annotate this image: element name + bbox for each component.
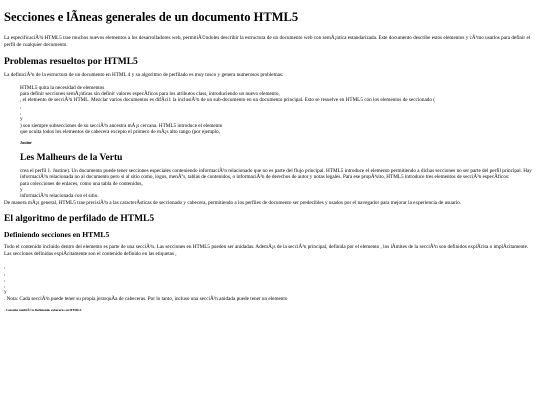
block-line: y	[20, 186, 23, 193]
page-title: Secciones e lÃneas generales de un documento HTML5	[4, 10, 299, 24]
block-line: informaciÃ³n relacionada con el sitio.	[20, 193, 99, 200]
section-heading-problems: Problemas resueltos por HTML5	[4, 56, 138, 67]
heading-malheurs: Les Malheurs de la Vertu	[20, 153, 123, 164]
list-item: ,	[4, 283, 6, 290]
section-paragraph-problems: La definiciÃ³n de la estructura de un documento en HTML 4 y su algoritmo de perfilado es muy tosco y genera numerosos problemas:	[4, 71, 284, 78]
list-item: y	[4, 289, 7, 296]
block-line: ,	[20, 109, 22, 116]
block-line: ) son siempre subsecciones de su secciÃ³n ancestra mÃ¡s cercana. HTML5 introduce el elemento	[20, 122, 223, 129]
intro-paragraph: La especificaciÃ³n HTML5 trae muchos nuevos elementos a los desarrolladores web, permitiÃ©ndoles describir la estructura de un documento web con semÃ¡ntica estandarizada. Este documento describe estos elementos y cÃ³mo usarlos para definir el perfil de cualquier documento.	[4, 35, 531, 48]
vertu-block	[20, 153, 536, 199]
algorithm-paragraph: Todo el contenido incluido dentro del elemento es parte de una secciÃ³n. Las secciones en HTML5 pueden ser anidadas. AdemÃ¡s de la secciÃ³n principal, definida por el elemento , los lÃmites de la secciÃ³n son definidos explÃcita o implÃcitamente. Las secciones definidas explÃcitamente son el contenido definido en las etiquetas ,	[4, 244, 529, 258]
block-line: para definir secciones semÃ¡nticas sin definir valores especÃficos para los atributos class, introduciendo un nuevo elemento,	[20, 91, 280, 98]
tiny-heading-justine: Justine	[20, 141, 32, 146]
block-line: , el elemento de secciÃ³n HTML. Mezclar varios documentos es difÃcil: la inclusiÃ³n de un sub-documento en un documento principal. Esto se resuelve en HTML5 con los elementos de seccionado (	[20, 97, 435, 104]
list-item: ,	[4, 276, 6, 283]
block-line: que oculta todos los elementos de cabecera excepto el primero de mÃ¡s alto rango (por ejemplo,	[20, 128, 220, 135]
sections-list	[4, 264, 536, 302]
block-line: crea el perfil 1. Justine). Un documento puede tener secciones especiales conteniendo informaciÃ³n relacionado que no es parte del flujo principal. HTML5 introduce el elemento permitiendo a dichas secciones no ser parte del perfil principal. Hay informaciÃ³n relacionada no al documento pero si al sitio como, logos, menÃºs, tablas de contenidos, o informaciÃ³n de derechos de autor y notas legales. Para ese propÃ³sito, HTML5 introduce tres elementos de secciÃ³n especÃficos:	[20, 168, 532, 181]
block-line: ,	[20, 103, 22, 110]
block-line: HTML5 quita la necesidad de elementos	[20, 84, 105, 91]
list-item: ,	[4, 264, 6, 271]
section-heading-algorithm: El algoritmo de perfilado de HTML5	[4, 214, 155, 225]
block-line: para colecciones de enlaces, como una tabla de contenidos,	[20, 180, 143, 187]
closing-paragraph: De manera mÃ¡s general, HTML5 trae precisiÃ³n a las caracterÃsticas de seccionado y cabecera, permitiendo a los perfiles de documento ser predecibles y usados por el navegador para mejorar la experiencia de usuario.	[4, 199, 462, 206]
problems-block	[20, 85, 536, 135]
list-item: ,	[4, 270, 6, 277]
block-line: y	[20, 116, 23, 123]
subheading-defining-sections: Definiendo secciones en HTML5	[4, 230, 110, 240]
tiny-footer-note: . Consulte tambiÃ©n Definiendo cabeceras en HTML5.	[4, 308, 83, 313]
note-line: . Nota: Cada secciÃ³n puede tener su propia jerarquÃa de cabeceras. Por lo tanto, incluso una secciÃ³n anidada puede tener un elemento	[4, 295, 288, 302]
